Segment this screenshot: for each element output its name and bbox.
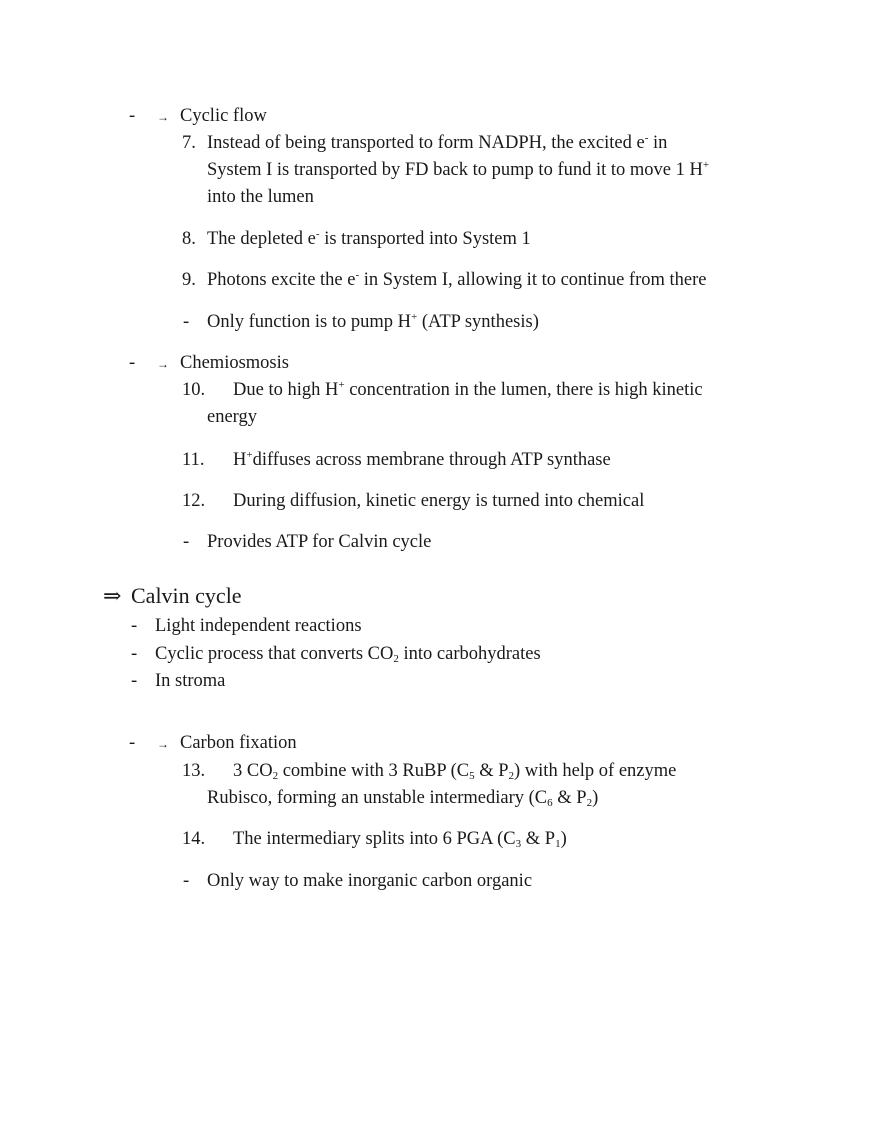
text: ) (592, 788, 599, 808)
item-10-line-1 (233, 378, 703, 402)
text: Photons excite the e (207, 270, 356, 290)
item-11 (233, 448, 611, 472)
item-13-line-2 (207, 786, 598, 810)
subscript: 2 (272, 770, 279, 782)
item-8 (207, 227, 531, 251)
text: & P (521, 829, 556, 849)
arrow-icon: → (157, 110, 169, 124)
text: (ATP synthesis) (417, 312, 539, 332)
item-13-line-1 (233, 759, 676, 783)
item-number: 11. (182, 450, 205, 470)
double-arrow-icon: ⇒ (103, 583, 122, 608)
section-heading-calvin-cycle: Calvin cycle (131, 583, 242, 608)
fixation-note: Only way to make inorganic carbon organic (207, 871, 533, 891)
arrow-icon: → (157, 357, 169, 371)
bullet-dash: - (183, 312, 190, 332)
subscript: 1 (555, 838, 561, 850)
text: in System I, allowing it to continue from there (359, 270, 707, 290)
item-7-line-3: into the lumen (207, 187, 314, 207)
superscript: + (411, 311, 418, 323)
bullet-dash: - (183, 871, 190, 891)
item-7-line-2 (207, 158, 709, 182)
superscript: + (338, 379, 345, 391)
text: concentration in the lumen, there is high kinetic (344, 380, 703, 400)
text: ) with help of enzyme (514, 761, 677, 781)
subscript: 3 (515, 838, 522, 850)
text: Only function is to pump H (207, 312, 412, 332)
item-12: During diffusion, kinetic energy is turned into chemical (233, 491, 645, 511)
calvin-bullet-1: Light independent reactions (155, 616, 362, 636)
calvin-bullet-2 (155, 642, 541, 666)
superscript: + (246, 449, 253, 461)
chemiosmosis-note: Provides ATP for Calvin cycle (207, 532, 432, 552)
item-number: 10. (182, 380, 206, 400)
text: Instead of being transported to form NADPH, the excited e (207, 133, 645, 153)
text: into carbohydrates (398, 644, 541, 664)
subscript: 6 (547, 797, 553, 809)
subscript: 5 (469, 770, 475, 782)
item-number: 12. (182, 491, 206, 511)
subscript: 2 (586, 797, 593, 809)
section-heading-cyclic-flow: Cyclic flow (180, 106, 267, 126)
item-14 (233, 827, 567, 851)
superscript: - (315, 228, 320, 240)
section-heading-carbon-fixation: Carbon fixation (180, 733, 297, 753)
text: combine with 3 RuBP (C (278, 761, 470, 781)
section-heading-chemiosmosis: Chemiosmosis (180, 353, 289, 373)
text: ) (560, 829, 567, 849)
bullet-dash: - (129, 733, 136, 753)
superscript: - (644, 132, 649, 144)
text: H (233, 450, 247, 470)
item-7-line-1 (207, 131, 667, 155)
bullet-dash: - (131, 616, 138, 636)
cyclic-note (207, 310, 539, 334)
bullet-dash: - (131, 644, 138, 664)
bullet-dash: - (129, 353, 136, 373)
text: in (648, 133, 668, 153)
item-number: 14. (182, 829, 206, 849)
text: The intermediary splits into 6 PGA (C (233, 829, 516, 849)
arrow-icon: → (157, 737, 169, 751)
text: is transported into System 1 (319, 229, 531, 249)
bullet-dash: - (131, 671, 138, 691)
item-number: 9. (182, 270, 196, 290)
text: diffuses across membrane through ATP synthase (252, 450, 611, 470)
subscript: 2 (393, 653, 399, 665)
text: & P (552, 788, 587, 808)
text: The depleted e (207, 229, 316, 249)
item-10-line-2: energy (207, 407, 257, 427)
text: Due to high H (233, 380, 339, 400)
item-number: 8. (182, 229, 196, 249)
text: 3 CO (233, 761, 273, 781)
subscript: 2 (508, 770, 515, 782)
bullet-dash: - (183, 532, 190, 552)
text: Cyclic process that converts CO (155, 644, 394, 664)
item-number: 7. (182, 133, 196, 153)
item-9 (207, 268, 706, 292)
text: & P (474, 761, 509, 781)
item-number: 13. (182, 761, 206, 781)
superscript: + (702, 159, 710, 171)
text: System I is transported by FD back to pump to fund it to move 1 H (207, 160, 703, 180)
bullet-dash: - (129, 106, 136, 126)
superscript: - (355, 269, 360, 281)
calvin-bullet-3: In stroma (155, 671, 226, 691)
text: Rubisco, forming an unstable intermediary (C (207, 788, 548, 808)
